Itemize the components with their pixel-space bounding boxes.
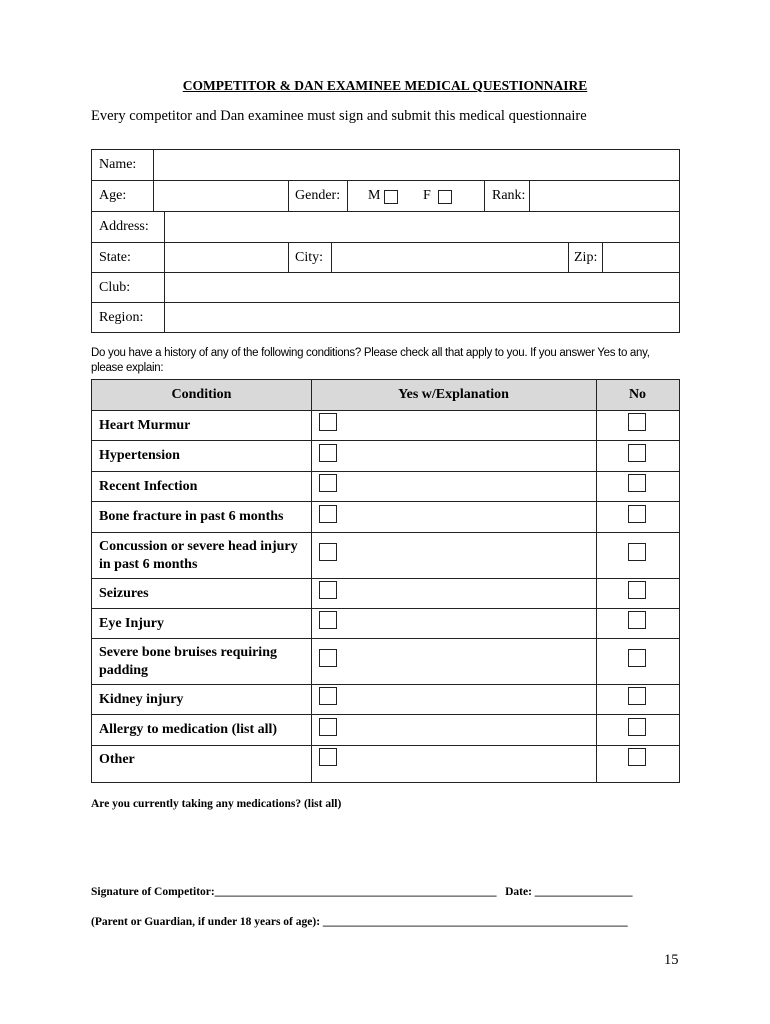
- guardian-signature-line[interactable]: (Parent or Guardian, if under 18 years of age): _____________________________________________________: [91, 916, 628, 928]
- state-row: [92, 243, 679, 273]
- name-label: Name:: [99, 157, 137, 172]
- address-label: Address:: [99, 219, 149, 234]
- page-title: COMPETITOR & DAN EXAMINEE MEDICAL QUESTIONNAIRE: [182, 78, 588, 93]
- conditions-body: [92, 411, 679, 782]
- condition-name: Recent Infection: [99, 478, 198, 494]
- table-row: [92, 411, 679, 441]
- gender-f-label: F: [423, 188, 431, 203]
- yes-checkbox[interactable]: [319, 649, 337, 667]
- table-row: [92, 685, 679, 715]
- yes-checkbox[interactable]: [319, 474, 337, 492]
- yes-checkbox[interactable]: [319, 581, 337, 599]
- column-divider: [311, 380, 312, 782]
- region-label: Region:: [99, 310, 144, 325]
- header-no: No: [628, 387, 647, 402]
- name-row: [92, 150, 679, 181]
- region-row: [92, 303, 679, 332]
- conditions-table: [91, 379, 680, 783]
- gender-m-label: M: [368, 188, 381, 203]
- state-label: State:: [99, 250, 131, 265]
- condition-name: Heart Murmur: [99, 417, 191, 433]
- conditions-header-row: [92, 380, 679, 411]
- table-row: [92, 502, 679, 533]
- age-label: Age:: [99, 188, 127, 203]
- no-checkbox[interactable]: [628, 444, 646, 462]
- rank-field[interactable]: [529, 181, 679, 211]
- instructions-text: Every competitor and Dan examinee must sign and submit this medical questionnaire: [91, 108, 587, 124]
- yes-checkbox[interactable]: [319, 611, 337, 629]
- no-checkbox[interactable]: [628, 718, 646, 736]
- age-field[interactable]: [153, 181, 289, 211]
- age-row: [92, 181, 679, 212]
- condition-name: Bone fracture in past 6 months: [99, 509, 284, 524]
- no-checkbox[interactable]: [628, 505, 646, 523]
- no-checkbox[interactable]: [628, 687, 646, 705]
- yes-checkbox[interactable]: [319, 413, 337, 431]
- condition-name: Severe bone bruises requiring padding: [99, 644, 277, 678]
- gender-f-checkbox[interactable]: [438, 190, 452, 204]
- club-field[interactable]: [164, 273, 679, 302]
- signature-line[interactable]: Signature of Competitor:_________________________________________________ Date: _________________: [91, 886, 633, 898]
- condition-name: Seizures: [99, 585, 149, 601]
- zip-label: Zip:: [574, 250, 598, 265]
- no-checkbox[interactable]: [628, 413, 646, 431]
- yes-checkbox[interactable]: [319, 687, 337, 705]
- zip-field[interactable]: [602, 243, 679, 272]
- table-row: [92, 441, 679, 472]
- address-field[interactable]: [164, 212, 679, 242]
- rank-label: Rank:: [492, 188, 526, 203]
- medications-question: Are you currently taking any medications? (list all): [91, 798, 342, 810]
- condition-name: Concussion or severe head injury in past 6 months: [99, 538, 298, 572]
- club-label: Club:: [99, 280, 131, 295]
- table-row: [92, 746, 679, 774]
- no-checkbox[interactable]: [628, 748, 646, 766]
- no-checkbox[interactable]: [628, 474, 646, 492]
- name-field[interactable]: [153, 150, 679, 180]
- table-row: [92, 579, 679, 609]
- yes-checkbox[interactable]: [319, 505, 337, 523]
- table-row: [92, 472, 679, 502]
- yes-checkbox[interactable]: [319, 444, 337, 462]
- table-row: [92, 715, 679, 746]
- column-divider: [596, 380, 597, 782]
- page-number: 15: [664, 952, 679, 968]
- region-field[interactable]: [164, 303, 679, 332]
- condition-name: Kidney injury: [99, 691, 184, 707]
- city-cell: [288, 243, 569, 272]
- no-checkbox[interactable]: [628, 649, 646, 667]
- gender-cell: [288, 181, 485, 211]
- club-row: [92, 273, 679, 303]
- header-yes-explanation: Yes w/Explanation: [398, 387, 509, 402]
- yes-checkbox[interactable]: [319, 543, 337, 561]
- yes-checkbox[interactable]: [319, 748, 337, 766]
- city-label: City:: [295, 250, 324, 265]
- gender-label: Gender:: [295, 188, 341, 203]
- personal-info-table: [91, 149, 680, 333]
- no-checkbox[interactable]: [628, 543, 646, 561]
- city-field[interactable]: [331, 243, 569, 272]
- table-row: [92, 609, 679, 639]
- address-row: [92, 212, 679, 243]
- conditions-question: Do you have a history of any of the following conditions? Please check all that apply to you. If you answer Yes to any, please explain:: [91, 347, 650, 374]
- no-checkbox[interactable]: [628, 581, 646, 599]
- zip-cell: [568, 243, 679, 272]
- no-checkbox[interactable]: [628, 611, 646, 629]
- gender-m-checkbox[interactable]: [384, 190, 398, 204]
- table-row: [92, 639, 679, 685]
- gender-options: [347, 181, 485, 211]
- header-condition: Condition: [171, 387, 232, 402]
- condition-name: Other: [99, 752, 135, 767]
- condition-name: Hypertension: [99, 448, 180, 463]
- condition-name: Eye Injury: [99, 615, 164, 631]
- state-field[interactable]: [164, 243, 289, 272]
- table-row: [92, 533, 679, 579]
- rank-cell: [484, 181, 679, 211]
- yes-checkbox[interactable]: [319, 718, 337, 736]
- condition-name: Allergy to medication (list all): [99, 722, 278, 737]
